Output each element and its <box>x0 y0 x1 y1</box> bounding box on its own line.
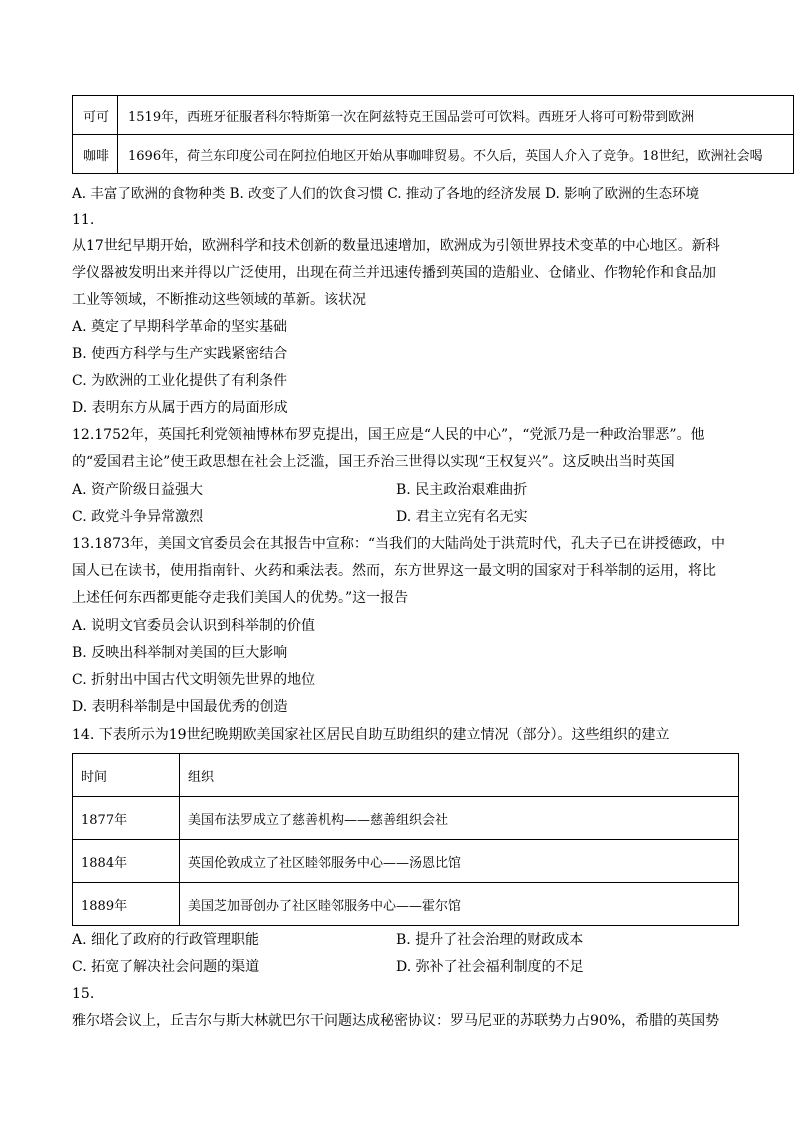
q13-option-a: A. 说明文官委员会认识到科举制的价值 <box>72 618 316 634</box>
q14-option-a: A. 细化了政府的行政管理职能 <box>72 932 260 948</box>
table-cell-year: 1889年 <box>73 883 180 926</box>
table-row <box>73 883 739 926</box>
q11-option-a: A. 奠定了早期科学革命的坚实基础 <box>72 319 288 335</box>
table-cell-org: 美国布法罗成立了慈善机构——慈善组织会社 <box>180 797 739 840</box>
table-row <box>73 840 739 883</box>
q11-option-c: C. 为欧洲的工业化提供了有利条件 <box>72 373 288 389</box>
q11-number: 11. <box>72 212 95 228</box>
q14-option-d: D. 弥补了社会福利制度的不足 <box>396 959 584 975</box>
table-cell-desc: 1519年，西班牙征服者科尔特斯第一次在阿兹特克王国品尝可可饮料。西班牙人将可可粉带到欧洲 <box>118 96 794 135</box>
q12-stem-line: 12.1752年，英国托利党领袖博林布罗克提出，国王应是“人民的中心”，“党派乃是一种政治罪恶”。他 <box>72 427 705 443</box>
q11-option-d: D. 表明东方从属于西方的局面形成 <box>72 400 288 416</box>
q11-option-b: B. 使西方科学与生产实践紧密结合 <box>72 346 288 362</box>
q12-stem-line: 的“爱国君主论”使王政思想在社会上泛滥，国王乔治三世得以实现“王权复兴”。这反映出当时英国 <box>72 454 675 470</box>
q12-option-d: D. 君主立宪有名无实 <box>396 509 528 525</box>
table-cell-desc: 1696年，荷兰东印度公司在阿拉伯地区开始从事咖啡贸易。不久后，英国人介入了竞争。18世纪，欧洲社会喝 <box>118 135 794 174</box>
q15-number: 15. <box>72 986 95 1002</box>
table-cell-item: 咖啡 <box>73 135 118 174</box>
table-cell-org: 美国芝加哥创办了社区睦邻服务中心——霍尔馆 <box>180 883 739 926</box>
q10-options: A. 丰富了欧洲的食物种类 B. 改变了人们的饮食习惯 C. 推动了各地的经济发展 D. 影响了欧洲的生态环境 <box>72 186 700 202</box>
table-row <box>73 96 794 135</box>
q14-option-b: B. 提升了社会治理的财政成本 <box>396 932 584 948</box>
q12-option-a: A. 资产阶级日益强大 <box>72 482 204 498</box>
table-header-org: 组织 <box>180 754 739 797</box>
q13-option-b: B. 反映出科举制对美国的巨大影响 <box>72 645 288 661</box>
table-cell-item: 可可 <box>73 96 118 135</box>
q15-stem: 雅尔塔会议上，丘吉尔与斯大林就巴尔干问题达成秘密协议：罗马尼亚的苏联势力占90%，希腊的英国势 <box>72 1013 720 1029</box>
q11-stem-line: 学仪器被发明出来并得以广泛使用，出现在荷兰并迅速传播到英国的造船业、仓储业、作物轮作和食品加 <box>72 265 716 281</box>
table-cell-year: 1884年 <box>73 840 180 883</box>
q11-stem-line: 从17世纪早期开始，欧洲科学和技术创新的数量迅速增加，欧洲成为引领世界技术变革的中心地区。新科 <box>72 238 720 254</box>
q12-option-b: B. 民主政治艰难曲折 <box>396 482 528 498</box>
table-row <box>73 135 794 174</box>
q13-stem-line: 13.1873年，美国文官委员会在其报告中宣称：“当我们的大陆尚处于洪荒时代，孔夫子已在讲授德政，中 <box>72 536 726 552</box>
q13-option-c: C. 折射出中国古代文明领先世界的地位 <box>72 672 316 688</box>
table-cell-year: 1877年 <box>73 797 180 840</box>
q11-stem-line: 工业等领域，不断推动这些领域的革新。该状况 <box>72 292 366 308</box>
q13-stem-line: 上述任何东西都更能夺走我们美国人的优势。”这一报告 <box>72 590 409 606</box>
table-cell-org: 英国伦敦成立了社区睦邻服务中心——汤恩比馆 <box>180 840 739 883</box>
q12-option-c: C. 政党斗争异常激烈 <box>72 509 204 525</box>
table-header-row <box>73 754 739 797</box>
q14-option-c: C. 拓宽了解决社会问题的渠道 <box>72 959 260 975</box>
table-row <box>73 797 739 840</box>
q13-option-d: D. 表明科举制是中国最优秀的创造 <box>72 699 288 715</box>
q14-stem: 14. 下表所示为19世纪晚期欧美国家社区居民自助互助组织的建立情况（部分）。这些组织的建立 <box>72 727 670 743</box>
q13-stem-line: 国人已在读书，使用指南针、火药和乘法表。然而，东方世界这一最文明的国家对于科举制的运用，将比 <box>72 563 716 579</box>
organizations-table <box>72 753 739 926</box>
table-header-time: 时间 <box>73 754 180 797</box>
foods-table <box>72 95 794 174</box>
